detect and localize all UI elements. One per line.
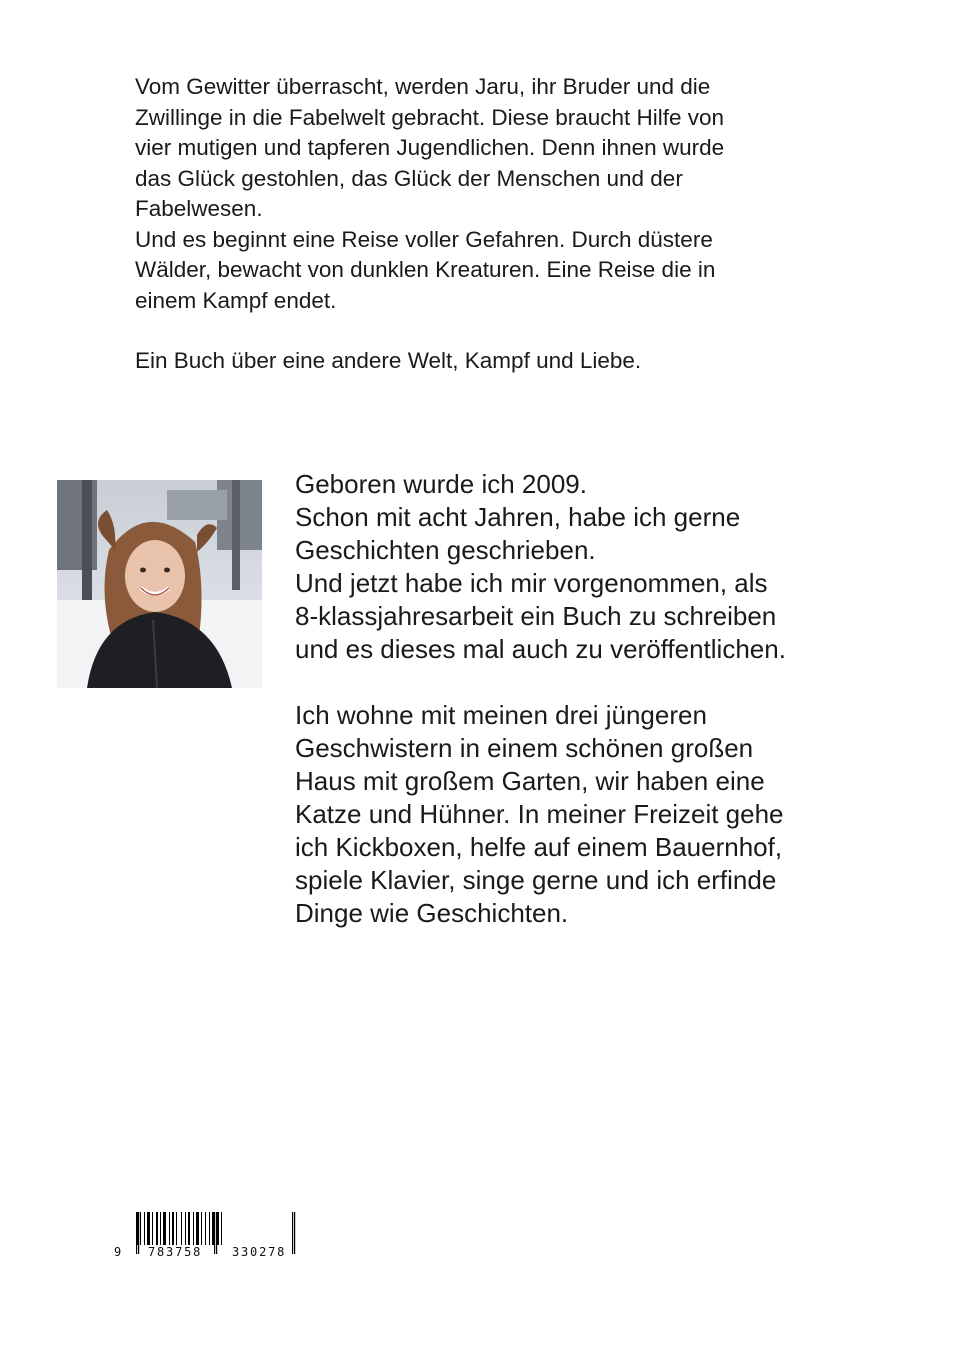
blurb-paragraph-2: Ein Buch über eine andere Welt, Kampf und Liebe. (135, 348, 642, 373)
barcode-bar (160, 1212, 161, 1245)
barcode-bar (152, 1212, 153, 1245)
barcode-bar (185, 1212, 186, 1245)
author-bio (295, 468, 895, 930)
barcode-digit-prefix: 9 (114, 1245, 124, 1259)
barcode-bar (156, 1212, 158, 1245)
barcode-bar (205, 1212, 206, 1245)
barcode-bar (193, 1212, 194, 1245)
barcode-bar (196, 1212, 199, 1245)
blurb-paragraph-1: Vom Gewitter überrascht, werden Jaru, ihr Bruder und die Zwillinge in die Fabelwelt gebracht. Diese braucht Hilfe von vier mutigen und tapferen Jugendlichen. Denn ihnen wurde das Glück gestohlen, das Glück der Menschen und der Fabelwesen. Und es beginnt eine Reise voller Gefahren. Durch düstere Wälder, bewacht von dunklen Kreaturen. Eine Reise die in einem Kampf endet. (135, 74, 725, 313)
barcode-bar (181, 1212, 182, 1245)
barcode-bar (217, 1212, 219, 1245)
barcode-bar (144, 1212, 145, 1245)
barcode-guard-bar (214, 1212, 215, 1254)
barcode-bar (163, 1212, 166, 1245)
author-portrait-icon (57, 480, 262, 688)
barcode-bar (172, 1212, 174, 1245)
barcode-digit-group-2: 330278 (232, 1245, 287, 1259)
barcode-digit-group-1: 783758 (148, 1245, 203, 1259)
back-cover-blurb (135, 72, 835, 377)
barcode-bar (188, 1212, 190, 1245)
barcode-bar (169, 1212, 170, 1245)
barcode-guard-bar (138, 1212, 139, 1254)
barcode-guard-bar (136, 1212, 137, 1254)
barcode-guard-bar (292, 1212, 293, 1254)
author-bio-paragraph-2: Ich wohne mit meinen drei jüngeren Geschwistern in einem schönen großen Haus mit großem Garten, wir haben eine Katze und Hühner. In meiner Freizeit gehe ich Kickboxen, helfe auf einem Bauernhof, spiele Klavier, singe gerne und ich erfinde Dinge wie Geschichten. (295, 700, 784, 928)
barcode-bar (201, 1212, 202, 1245)
barcode-bar (140, 1212, 141, 1245)
author-bio-paragraph-1: Geboren wurde ich 2009. Schon mit acht Jahren, habe ich gerne Geschichten geschrieben. Und jetzt habe ich mir vorgenommen, als 8-klassjahresarbeit ein Buch zu schreiben und es dieses mal auch zu veröffentlichen. (295, 469, 786, 664)
paragraph-spacer (135, 316, 835, 346)
barcode-guard-bar (216, 1212, 217, 1254)
barcode-bar (176, 1212, 177, 1245)
paragraph-spacer (295, 666, 895, 699)
author-photo (57, 480, 262, 688)
barcode-bar (209, 1212, 210, 1245)
barcode-guard-bar (294, 1212, 295, 1254)
barcode-bar (221, 1212, 222, 1245)
barcode-bar (147, 1212, 150, 1245)
